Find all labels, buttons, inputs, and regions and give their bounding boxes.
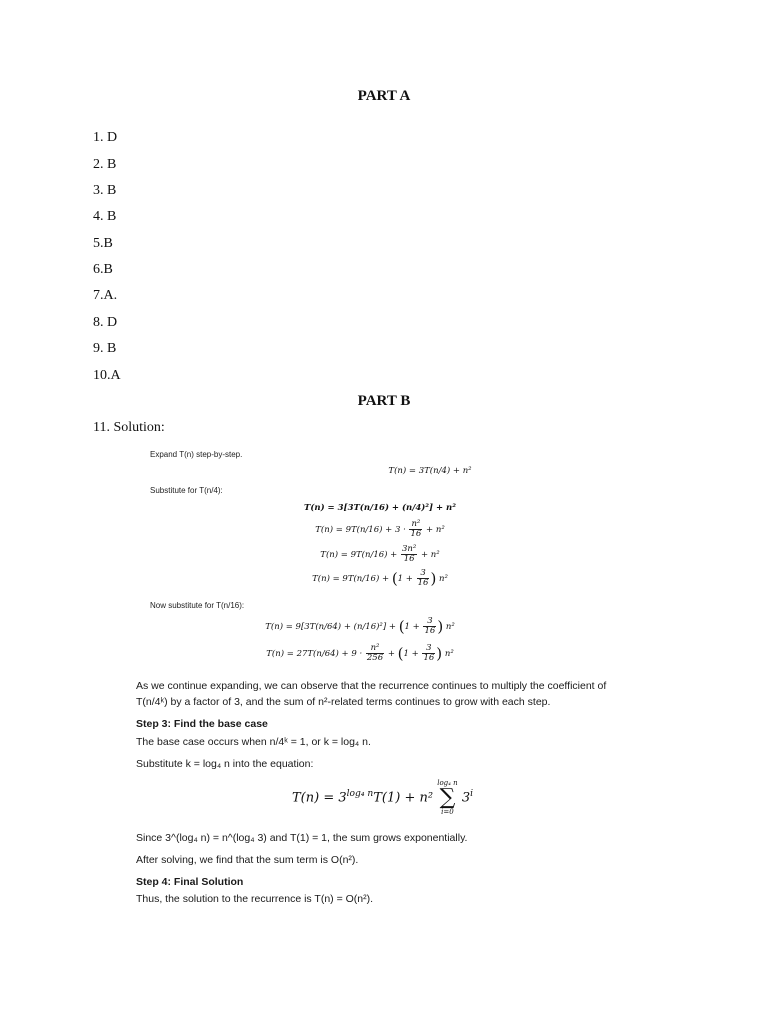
answer-item-5: 5.B [93,236,113,251]
answer-item-7: 7.A. [93,288,118,303]
base-case-text: The base case occurs when n/4ᵏ = 1, or k = log₄ n. [136,736,371,748]
answer-item-6: 6.B [93,262,113,277]
equation-8: $T(n) = 3^{log_4 n}T(1) + n^2$ log₄ n ∑ i=0 3$^i$ [292,779,474,816]
answer-item-4: 4. B [93,209,117,224]
after-solving-line: After solving, we find that the sum term is O(n²). [136,854,359,866]
equation-5: T(n) = 9T(n/16) + (1 + $\frac{3}{16}$ ) n² [312,568,448,588]
step-3-title: Step 3: Find the base case [136,718,268,730]
part-a-heading: PART A [357,88,411,104]
summation-sign: log₄ n ∑ i=0 [437,779,458,816]
equation-1: T(n) = 3T(n/4) + n² [388,466,472,476]
substitute-label-1: Substitute for T(n/4): [150,486,223,495]
answer-item-2: 2. B [93,157,117,172]
equation-2: T(n) = 3[3T(n/16) + (n/4)²] + n² [304,503,456,513]
since-line: Since 3^(log₄ n) = n^(log₄ 3) and T(1) = 1, the sum grows exponentially. [136,832,468,844]
observe-line-1: As we continue expanding, we can observe that the recurrence continues to multiply the coefficient of [136,680,607,692]
equation-3: T(n) = 9T(n/16) + 3 · $\frac{\text{n²}}{16}$ + n² [315,519,445,539]
substitute-k-text: Substitute k = log₄ n into the equation: [136,758,314,770]
expand-intro: Expand T(n) step-by-step. [150,450,243,459]
answer-item-10: 10.A [93,368,121,383]
substitute-label-2: Now substitute for T(n/16): [150,601,245,610]
question-11-label: 11. Solution: [93,420,165,435]
answer-item-9: 9. B [93,341,117,356]
equation-7: T(n) = 27T(n/64) + 9 · $\frac{\text{n²}}{256}$ + (1 + $\frac{3}{16}$ ) n² [266,643,454,663]
answer-item-3: 3. B [93,183,117,198]
answer-item-8: 8. D [93,315,118,330]
answer-item-1: 1. D [93,130,118,145]
equation-6: T(n) = 9[3T(n/64) + (n/16)²] + (1 + $\frac{3}{16}$ ) n² [265,616,455,636]
part-b-heading: PART B [357,393,411,409]
observe-line-2: T(n/4ᵏ) by a factor of 3, and the sum of n²-related terms continues to grow with each step. [136,696,551,708]
equation-4: T(n) = 9T(n/16) + $\frac{\text{3n²}}{16}$ + n² [320,544,440,564]
final-solution-line: Thus, the solution to the recurrence is T(n) = O(n²). [136,893,374,905]
step-4-title: Step 4: Final Solution [136,876,244,888]
